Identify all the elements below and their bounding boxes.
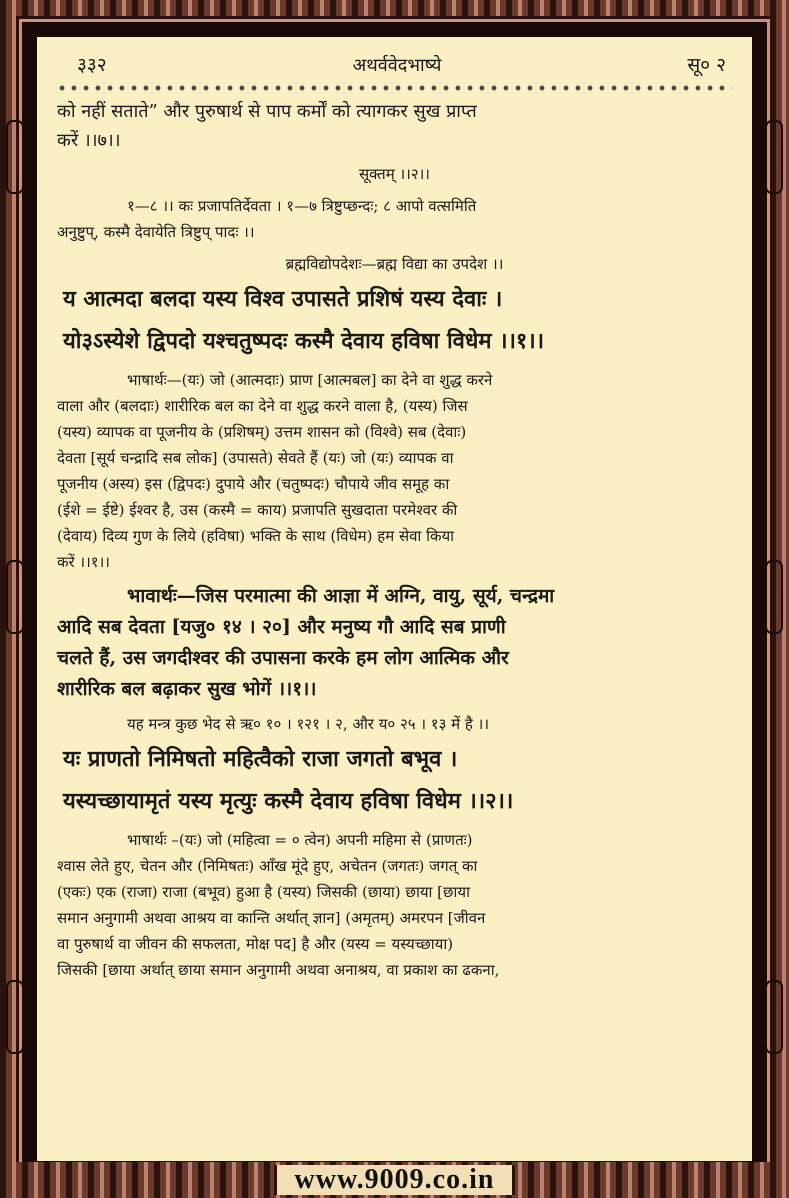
text-line: समान अनुगामी अथवा आश्रय वा कान्ति अर्थात् ज्ञान] (अमृतम्) अमरपन [जीवन: [57, 909, 486, 927]
mantra-line: यः प्राणतो निमिषतो महित्वैको राजा जगतो बभूव ।: [63, 746, 458, 772]
text-line: (यस्य) व्यापक वा पूजनीय के (प्रशिषम्) उत्तम शासन को (विश्वे) सब (देवाः): [57, 423, 467, 441]
topic-line: ब्रह्मविद्योपदेशः—ब्रह्म विद्या का उपदेश ।।: [285, 255, 504, 273]
header-divider: [57, 83, 732, 93]
mantra-line: य आत्मदा बलदा यस्य विश्व उपासते प्रशिषं यस्य देवाः ।: [63, 286, 503, 312]
text-line: चलते हैं, उस जगदीश्वर की उपासना करके हम लोग आत्मिक और: [57, 647, 509, 669]
mantra-line: यस्यच्छायामृतं यस्य मृत्युः कस्मै देवाय हविषा विधेम ।।२।।: [63, 788, 514, 814]
meta-line: अनुष्टुप्, कस्मै देवायेति त्रिष्टुप् पादः ।।: [57, 223, 255, 241]
bhashartha-2: [57, 827, 732, 983]
section-number: सू० २: [687, 54, 726, 76]
text-line: (एकः) एक (राजा) राजा (बभूव) हुआ है (यस्य) जिसकी (छाया) छाया [छाया: [57, 883, 471, 901]
mantra-line: यो३ऽस्येशे द्विपदो यश्चतुष्पदः कस्मै देवाय हविषा विधेम ।।१।।: [63, 328, 545, 354]
right-scroll-ornament: [765, 980, 783, 1054]
bhashartha-1: [57, 367, 732, 575]
text-line: जिसकी [छाया अर्थात् छाया समान अनुगामी अथवा अनाश्रय, वा प्रकाश का ढकना,: [57, 961, 500, 979]
footer-band: [0, 1162, 789, 1198]
right-scroll-ornament: [765, 120, 783, 194]
bhavartha-1: [57, 581, 732, 705]
left-scroll-ornament: [6, 980, 24, 1054]
book-page: [37, 37, 752, 1161]
left-scroll-ornament: [6, 560, 24, 634]
website-url: www.9009.co.in: [294, 1164, 495, 1195]
page-header: [57, 51, 732, 77]
reference-line: यह मन्त्र कुछ भेद से ऋ० १० । १२१ । २, और य० २५ । १३ में है ।।: [127, 715, 490, 733]
text-line: पूजनीय (अस्य) इस (द्विपदः) दुपाये और (चतुष्पदः) चौपाये जीव समूह का: [57, 475, 450, 493]
text-line: शारीरिक बल बढ़ाकर सुख भोगें ।।१।।: [57, 678, 317, 700]
meta-line: १—८ ।। कः प्रजापतिर्देवता । १—७ त्रिष्टुप्छन्दः; ८ आपो वत्समिति: [127, 197, 477, 215]
text-line: (ईशे = ईष्टे) ईश्वर है, उस (कस्मै = काय) प्रजापति सुखदाता परमेश्वर की: [57, 501, 458, 519]
intro-line: को नहीं सताते” और पुरुषार्थ से पाप कर्मों को त्यागकर सुख प्राप्त: [57, 101, 477, 122]
intro-line: करें ।।७।।: [57, 130, 121, 151]
book-title: अथर्ववेदभाष्ये: [352, 55, 442, 76]
text-line: श्वास लेते हुए, चेतन और (निमिषतः) आँख मूंदे हुए, अचेतन (जगतः) जगत् का: [57, 857, 478, 875]
sukta-title: सूक्तम् ।।२।।: [358, 165, 430, 183]
text-line: भावार्थः—जिस परमात्मा की आज्ञा में अग्नि, वायु, सूर्य, चन्द्रमा: [127, 585, 555, 607]
footer-plate: [274, 1165, 516, 1195]
page-number: ३३२: [77, 54, 107, 76]
text-line: (देवाय) दिव्य गुण के लिये (हविषा) भक्ति के साथ (विधेम) हम सेवा किया: [57, 527, 455, 545]
text-line: आदि सब देवता [यजु० १४ । २०] और मनुष्य गौ आदि सब प्राणी: [57, 616, 506, 638]
text-line: भाषार्थः –(यः) जो (महित्वा = ० त्वेन) अपनी महिमा से (प्राणतः): [127, 831, 473, 849]
text-line: वाला और (बलदाः) शारीरिक बल का देने वा शुद्ध करने वाला है, (यस्य) जिस: [57, 397, 468, 415]
text-line: देवता [सूर्य चन्द्रादि सब लोक] (उपासते) सेवते हैं (यः) जो (यः) व्यापक वा: [57, 449, 454, 467]
left-scroll-ornament: [6, 120, 24, 194]
text-line: वा पुरुषार्थ वा जीवन की सफलता, मोक्ष पद] है और (यस्य = यस्यच्छाया): [57, 935, 454, 953]
text-line: भाषार्थः—(यः) जो (आत्मदाः) प्राण [आत्मबल] का देने वा शुद्ध करने: [127, 371, 493, 389]
right-scroll-ornament: [765, 560, 783, 634]
text-line: करें ।।१।।: [57, 553, 110, 571]
